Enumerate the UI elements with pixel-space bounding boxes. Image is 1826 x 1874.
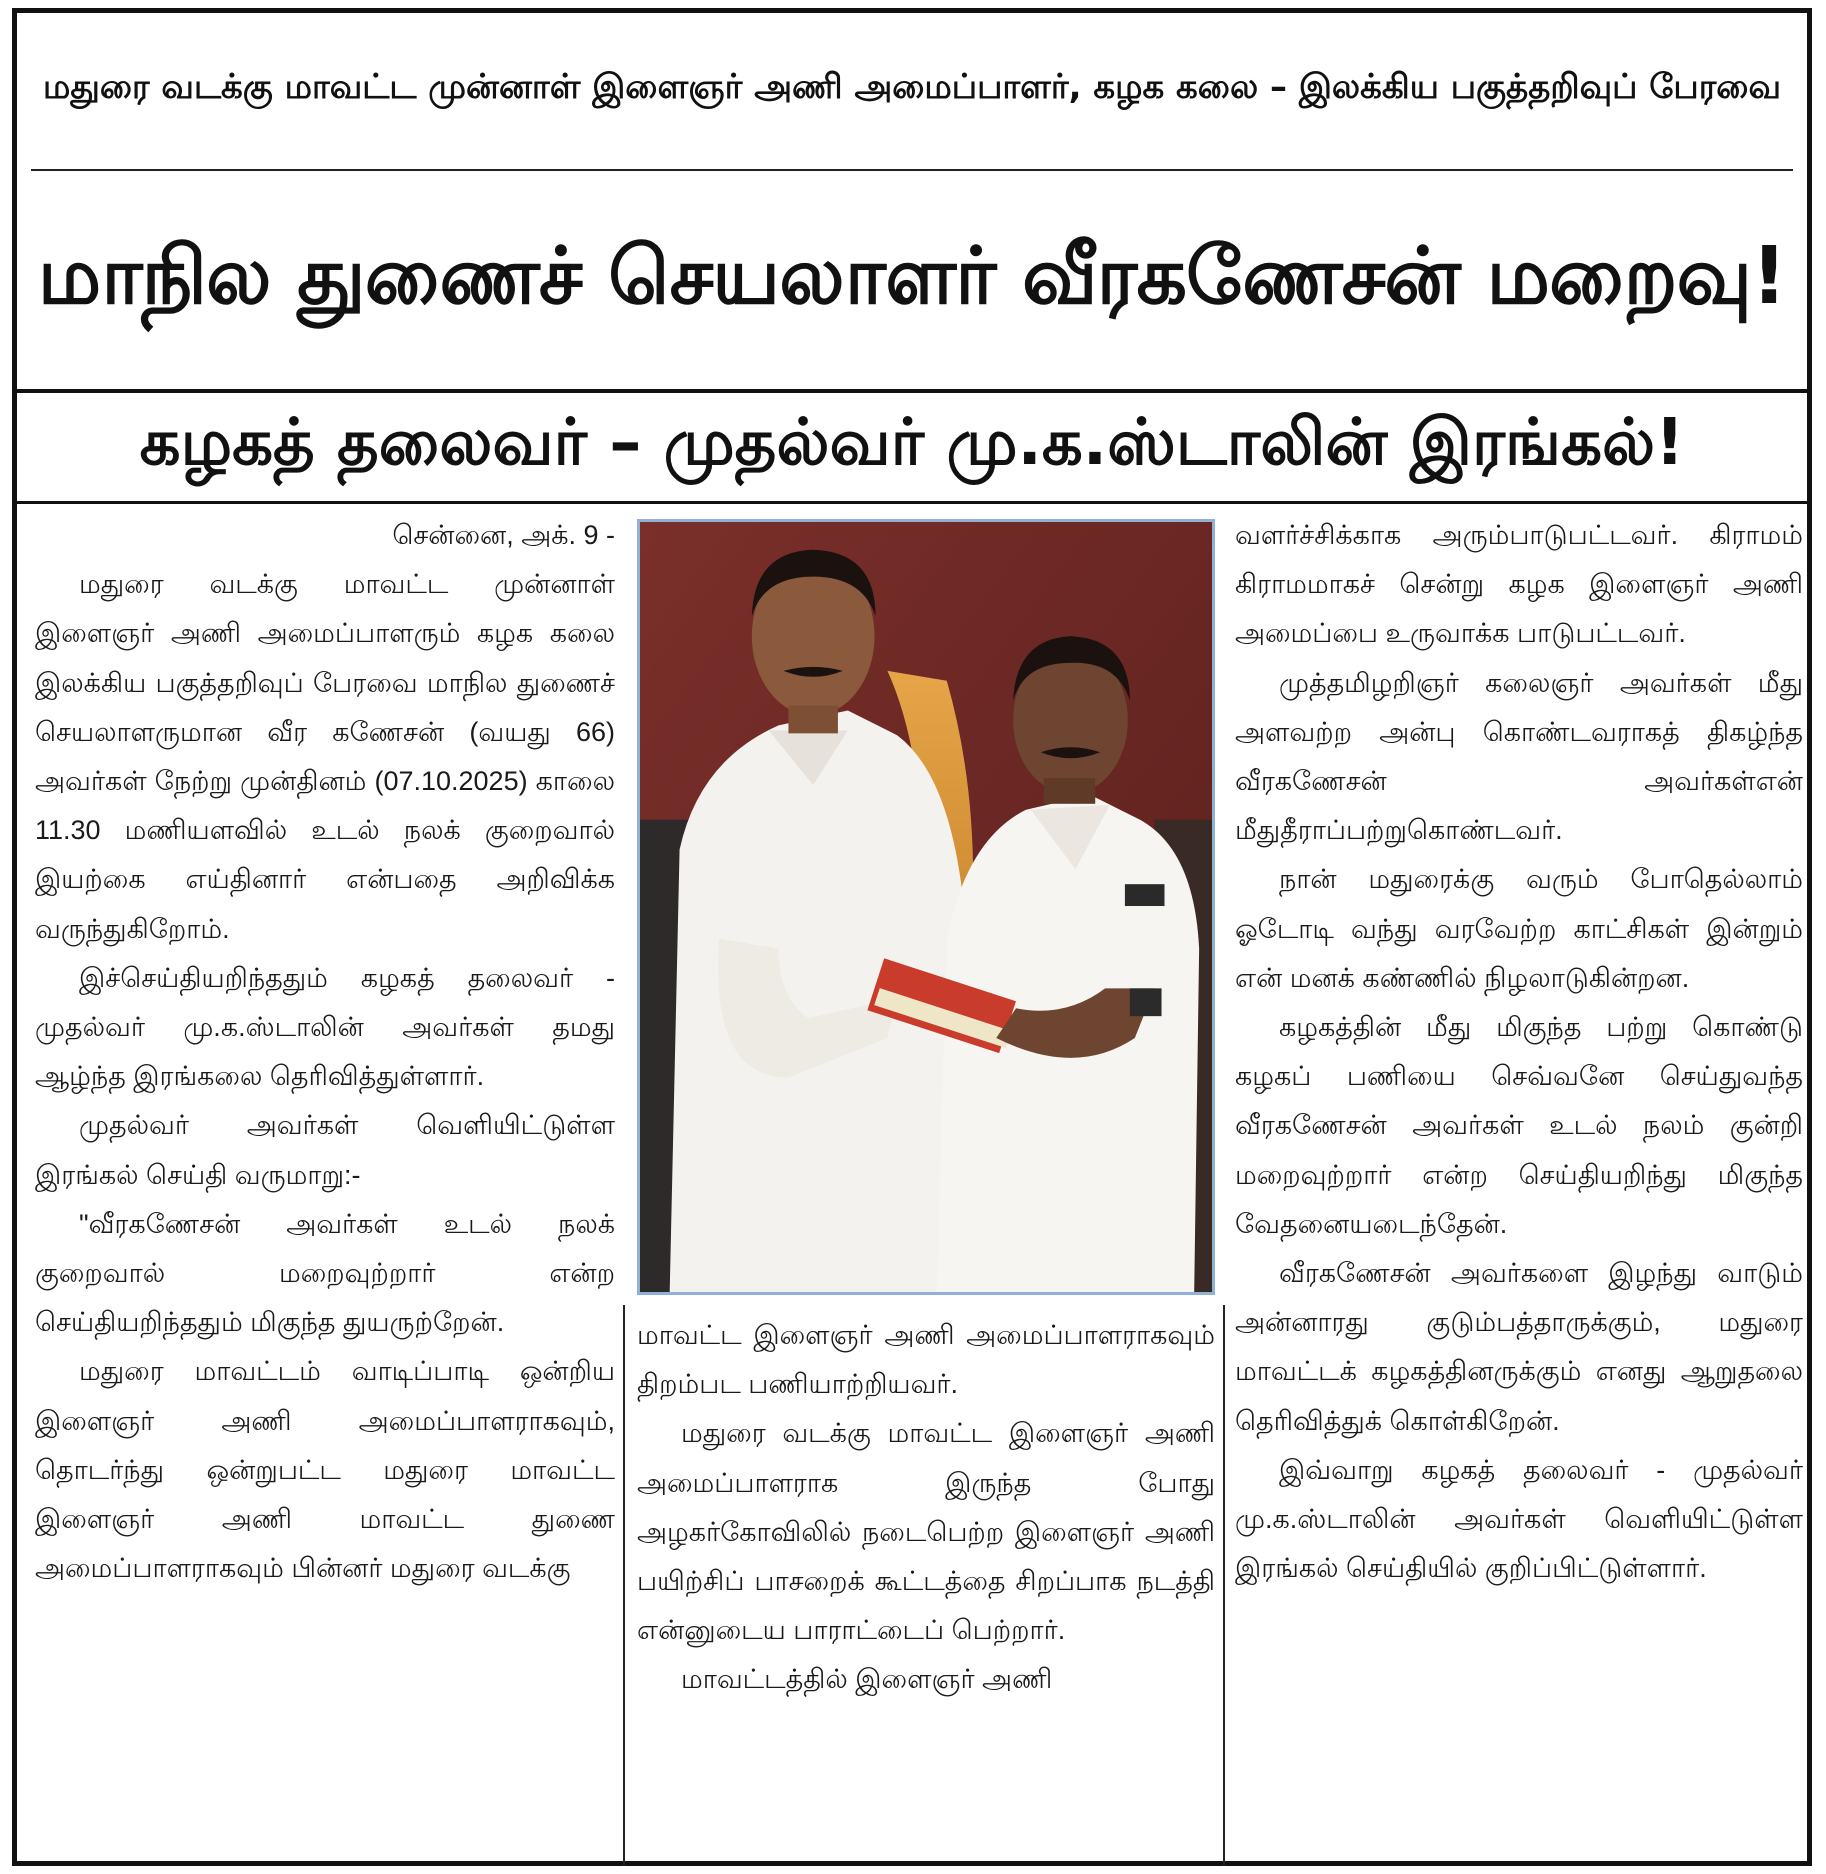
paragraph: மதுரை வடக்கு மாவட்ட இளைஞர் அணி அமைப்பாளராக இருந்த போது அழகர்கோவிலில் நடைபெற்ற இளைஞர் அணி பயிற்சிப் பாசறைக் கூட்டத்தை சிறப்பாக நடத்தி என்னுடைய பாராட்டைப் பெற்றார். — [637, 1418, 1215, 1646]
kicker-line — [17, 13, 1807, 165]
divider — [17, 389, 1807, 393]
dateline: சென்னை, அக். 9 - — [392, 520, 615, 550]
column-rule — [1223, 1305, 1225, 1865]
subheadline — [17, 397, 1807, 497]
paragraph: மாவட்டத்தில் இளைஞர் அணி — [681, 1664, 1053, 1695]
newspaper-clipping — [12, 8, 1812, 1866]
headline — [17, 181, 1807, 381]
paragraph: வீரகணேசன் அவர்களை இழந்து வாடும் அன்னாரது குடும்பத்தாருக்கும், மதுரை மாவட்டக் கழகத்தினருக்கும் எனது ஆறுதலை தெரிவித்துக் கொள்கிறேன். — [1235, 1258, 1803, 1436]
subheadline-text: கழகத் தலைவர் – முதல்வர் மு.க.ஸ்டாலின் இரங்கல்! — [139, 406, 1685, 480]
paragraph: மாவட்ட இளைஞர் அணி அமைப்பாளராகவும் திறம்பட பணியாற்றியவர். — [637, 1320, 1215, 1400]
paragraph: "வீரகணேசன் அவர்கள் உடல் நலக் குறைவால் மறைவுற்றார் என்ற செய்தியறிந்ததும் மிகுந்த துயருற்றேன். — [35, 1208, 615, 1338]
photo-illustration — [640, 522, 1212, 1292]
paragraph: இச்செய்தியறிந்ததும் கழகத் தலைவர் - முதல்வர் மு.க.ஸ்டாலின் அவர்கள் தமது ஆழ்ந்த இரங்கலை தெரிவித்துள்ளார். — [35, 962, 615, 1092]
article-column-2 — [637, 1311, 1215, 1705]
divider — [17, 501, 1807, 504]
paragraph: மதுரை மாவட்டம் வாடிப்பாடி ஒன்றிய இளைஞர் அணி அமைப்பாளராகவும், தொடர்ந்து ஒன்றுபட்ட மதுரை மாவட்ட இளைஞர் அணி மாவட்ட துணை அமைப்பாளராகவும் பின்னர் மதுரை வடக்கு — [35, 1356, 615, 1584]
paragraph: முத்தமிழறிஞர் கலைஞர் அவர்கள் மீது அளவற்ற அன்பு கொண்டவராகத் திகழ்ந்த வீரகணேசன் அவர்கள்என் மீதுதீராப்பற்றுகொண்டவர். — [1235, 667, 1803, 846]
divider — [31, 169, 1793, 171]
kicker-text: மதுரை வடக்கு மாவட்ட முன்னாள் இளைஞர் அணி அமைப்பாளர், கழக கலை – இலக்கிய பகுத்தறிவுப் பேரவை — [43, 67, 1781, 107]
column-rule — [623, 1305, 625, 1865]
paragraph: மதுரை வடக்கு மாவட்ட முன்னாள் இளைஞர் அணி அமைப்பாளரும் கழக கலை இலக்கிய பகுத்தறிவுப் பேரவை மாநில துணைச் செயலாளருமான வீர கணேசன் (வயது 66) அவர்கள் நேற்று முன்தினம் (07.10.2025) காலை 11.30 மணியளவில் உடல் நலக் குறைவால் இயற்கை எய்தினார் என்பதை அறிவிக்க வருந்துகிறோம். — [35, 569, 615, 944]
paragraph: கழகத்தின் மீது மிகுந்த பற்று கொண்டு கழகப் பணியை செவ்வனே செய்துவந்த வீரகணேசன் அவர்கள் உடல் நலம் குன்றி மறைவுற்றார் என்ற செய்தியறிந்து மிகுந்த வேதனையடைந்தேன். — [1235, 1012, 1803, 1239]
headline-text: மாநில துணைச் செயலாளர் வீரகணேசன் மறைவு! — [37, 229, 1787, 322]
paragraph: வளர்ச்சிக்காக அரும்பாடுபட்டவர். கிராமம் கிராமமாகச் சென்று கழக இளைஞர் அணி அமைப்பை உருவாக்க பாடுபட்டவர். — [1235, 520, 1803, 649]
paragraph: நான் மதுரைக்கு வரும் போதெல்லாம் ஓடோடி வந்து வரவேற்ற காட்சிகள் இன்றும் என் மனக் கண்ணில் நிழலாடுகின்றன. — [1235, 864, 1803, 993]
news-photo — [637, 519, 1215, 1295]
article-column-3 — [1235, 511, 1803, 1593]
article-column-1 — [35, 511, 615, 1593]
paragraph: இவ்வாறு கழகத் தலைவர் - முதல்வர் மு.க.ஸ்டாலின் அவர்கள் வெளியிட்டுள்ள இரங்கல் செய்தியில் குறிப்பிட்டுள்ளார். — [1235, 1454, 1803, 1584]
paragraph: முதல்வர் அவர்கள் வெளியிட்டுள்ள இரங்கல் செய்தி வருமாறு:- — [35, 1110, 615, 1190]
